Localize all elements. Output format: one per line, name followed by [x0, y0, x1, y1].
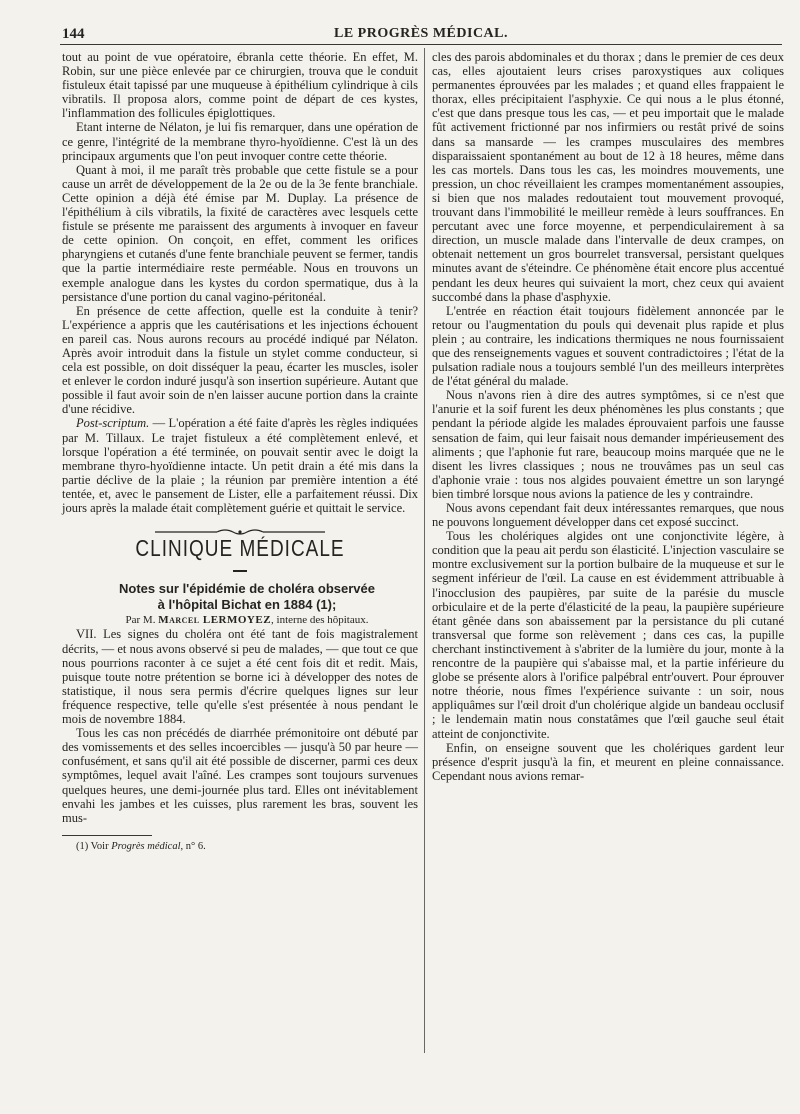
right-paragraph: Nous avons cependant fait deux intéressantes remarques, que nous ne pouvons longuement développer dans cet exposé succinct.	[432, 501, 784, 530]
column-divider	[424, 48, 425, 1053]
postscript-label: Post-scriptum.	[76, 416, 150, 431]
footnote-suffix: , n° 6.	[180, 840, 206, 852]
byline-suffix: , interne des hôpitaux.	[271, 614, 369, 627]
right-paragraph: L'entrée en réaction était toujours fidèlement annoncée par le retour ou l'augmentation du pouls qui devenait plus rapide et plus plein ; au contraire, les indications thermiques ne nous fournissaient que des renseignements vagues et souvent contradictoires ; l'état de la pulsation radiale nous a toujours semblé l'un des meilleurs interprètes de l'état général du malade.	[432, 303, 784, 389]
left-paragraph: Etant interne de Nélaton, je lui fis remarquer, dans une opération de ce genre, l'intégrité de la membrane thyro-hyoïdienne. C'est là un des principaux arguments que l'on peut invoquer contre cette théorie.	[62, 120, 418, 163]
journal-title: LE PROGRÈS MÉDICAL.	[333, 26, 509, 41]
right-paragraph: cles des parois abdominales et du thorax ; dans le premier de ces deux cas, elles ajoutaient leurs crises paroxystiques aux coliques permanentes éprouvées par les malades ; et quand elles frappaient le thorax, elles précipitaient l'asphyxie. Ce qui nous a le plus étonné, c'est que dans presque tous les cas, — et peu importait que le malade fût activement frictionné par nos infirmiers ou restât privé de soins dans sa mansarde — les crampes musculaires des membres disparaissaient spontanément au bout de 12 à 18 heures, même dans les cas mortels. Dans tous les cas, les moindres mouvements, une pression, un choc réveillaient les crampes momentanément assoupies, si bien que nos malades redoutaient tout mouvement provoqué, trouvant dans l'immobilité le meilleur remède à leurs souffrances. En percutant avec une force moyenne, et perpendiculairement à sa direction, un muscle malade dans l'intervalle de deux crampes, on obtenait nettement un gros bourrelet transversal, persistant quelques minutes avant de s'éteindre. Ce phénomène était encore plus accentué pendant les deux heures qui suivaient la mort, chez ceux qui avaient succombé dans la phase d'asphyxie.	[432, 50, 784, 304]
footnote-rule	[62, 835, 152, 836]
title-dash	[62, 561, 418, 575]
right-paragraph: Tous les cholériques algides ont une conjonctivite légère, à condition que la peau ait perdu son élasticité. L'injection vasculaire se montre exclusivement sur la portion bulbaire de la muqueuse et sur le segment inférieur de l'œil. La cause en est évidemment attribuable à l'inocclusion des paupières, par suite de la parésie du muscle orbiculaire et de la perte d'élasticité de la peau, la paupière supérieure étant gênée dans son abaissement par la persistance du pli cutané transversal que forme son relèvement ; dans ces cas, la pupille cherchant instinctivement à s'abriter de la lumière du jour, monte à la rencontre de la paupière qui s'abaisse mal, et la partie inférieure du globe se présente alors à l'orifice palpébral entr'ouvert. Pour éprouver notre théorie, nous fîmes l'expérience suivante : un soir, nous appliquâmes sur l'œil droit d'un cholérique algide un bandeau occlusif ; le lendemain matin nous constatâmes que l'œil gauche seul était atteint de conjonctivite.	[432, 529, 784, 741]
page-number: 144	[62, 26, 85, 42]
left-paragraph: tout au point de vue opératoire, ébranla cette théorie. En effet, M. Robin, sur une pièce enlevée par ce chirurgien, trouva que le conduit fistuleux était tapissé par une muqueuse à épithélium cylindrique à cils vibratils. Il proposa alors, comme point de départ de ces kystes, l'inflammation des follicules épiglottiques.	[62, 50, 418, 121]
article-paragraph: VII. Les signes du choléra ont été tant de fois magistralement décrits, — et nous avons observé si peu de malades, — que tout ce que nous pourrions raconter à ce sujet a été cent fois dit et redit. Mais, puisque toute notre prétention se borne ici à développer des notes de statistique, il nous sera permis d'écrire quelques lignes sur leur fréquence respective, telle qu'elle s'est présentée à nous pendant le mois de novembre 1884.	[62, 627, 418, 727]
footnote-prefix: (1) Voir	[76, 840, 112, 852]
postscript-text: — L'opération a été faite d'après les règles indiquées par M. Tillaux. Le trajet fistuleux a été complètement enlevé, et lorsque l'opération a été terminée, on pouvait sentir avec le doigt la membrane thyro-hyoïdienne intacte. Un petit drain a été mis dans la partie déclive de la plaie ; la réunion par première intention a été tentée, et, avec le pansement de Lister, elle a parfaitement réussi. Dix jours après la malade était complètement guérie et quittait le service.	[62, 416, 418, 515]
article-paragraph: Tous les cas non précédés de diarrhée prémonitoire ont débuté par des vomissements et des selles incoercibles — jusqu'à 50 par heure — confusément, et sans qu'il ait été possible de discerner, parmi ces deux symptômes, lequel avait l'aîné. Les crampes sont toujours survenues quelques heures, une demi-journée plus tard. Elles ont inévitablement envahi les jambes et les cuisses, plus rarement les bras, souvent les mus-	[62, 726, 418, 825]
ornament-rule-icon	[155, 528, 325, 536]
section-title: CLINIQUE MÉDICALE	[135, 536, 345, 563]
page-header	[62, 26, 780, 46]
byline	[62, 613, 418, 627]
right-paragraph: Nous n'avons rien à dire des autres symptômes, si ce n'est que l'anurie et la soif furent les deux phénomènes les plus constants ; que pendant la période algide les malades éprouvaient parfois une fausse sensation de faim, qui leur faisait nous demander impérieusement des aliments ; que l'aphonie fut rare, beaucoup moins marquée que ne le disent les livres classiques ; nous ne trouvâmes pas un seul cas d'aphonie vraie : tous nos algides pouvaient émettre un son laryngé bien timbré lorsque nous avions la patience de les y contraindre.	[432, 388, 784, 501]
header-rule	[60, 44, 782, 45]
left-paragraph: Quant à moi, il me paraît très probable que cette fistule se a pour cause un arrêt de développement de la 2e ou de la 3e fente branchiale. Cette opinion a déjà été émise par M. Duplay. La présence de l'épithélium à cils vibratils, la fixité de caractères avec lesquels cette fistule se présente me paraissent des arguments à invoquer en faveur de cette opinion. On conçoit, en effet, comment les orifices pharyngiens et cutanés d'une fente branchiale peuvent se fermer, tandis que la partie intermédiaire reste perméable. Nous en trouvons un exemple analogue dans les kystes du cordon spermatique, dus à la persistance d'une portion du canal vagino-péritonéal.	[62, 162, 418, 304]
right-paragraph: Enfin, on enseigne souvent que les cholériques gardent leur présence d'esprit jusqu'à la fin, et meurent en pleine connaissance. Cependant nous avions remar-	[432, 740, 784, 783]
author-name: Marcel LERMOYEZ	[158, 614, 272, 627]
footnote-journal: Progrès médical	[111, 840, 181, 852]
left-column	[62, 50, 418, 854]
right-column	[432, 50, 784, 783]
article-title-line2: à l'hôpital Bichat en 1884 (1);	[157, 597, 337, 613]
footnote	[62, 840, 418, 854]
byline-prefix: Par M.	[125, 614, 159, 627]
article-title-line1: Notes sur l'épidémie de choléra observée	[119, 581, 375, 597]
left-paragraph: En présence de cette affection, quelle est la conduite à tenir? L'expérience a appris que les cautérisations et les injections échouent en pareil cas. Nous aurons recours au procédé indiqué par Nélaton. Après avoir introduit dans la fistule un stylet comme conducteur, si cela est possible, on doit disséquer la peau, écarter les muscles, isoler et enlever le cordon induré jusqu'à son insertion supérieure. Autant que possible il faut avoir soin de n'en laisser aucune portion dans la crainte d'une récidive.	[62, 303, 418, 417]
postscript-paragraph	[62, 416, 418, 515]
